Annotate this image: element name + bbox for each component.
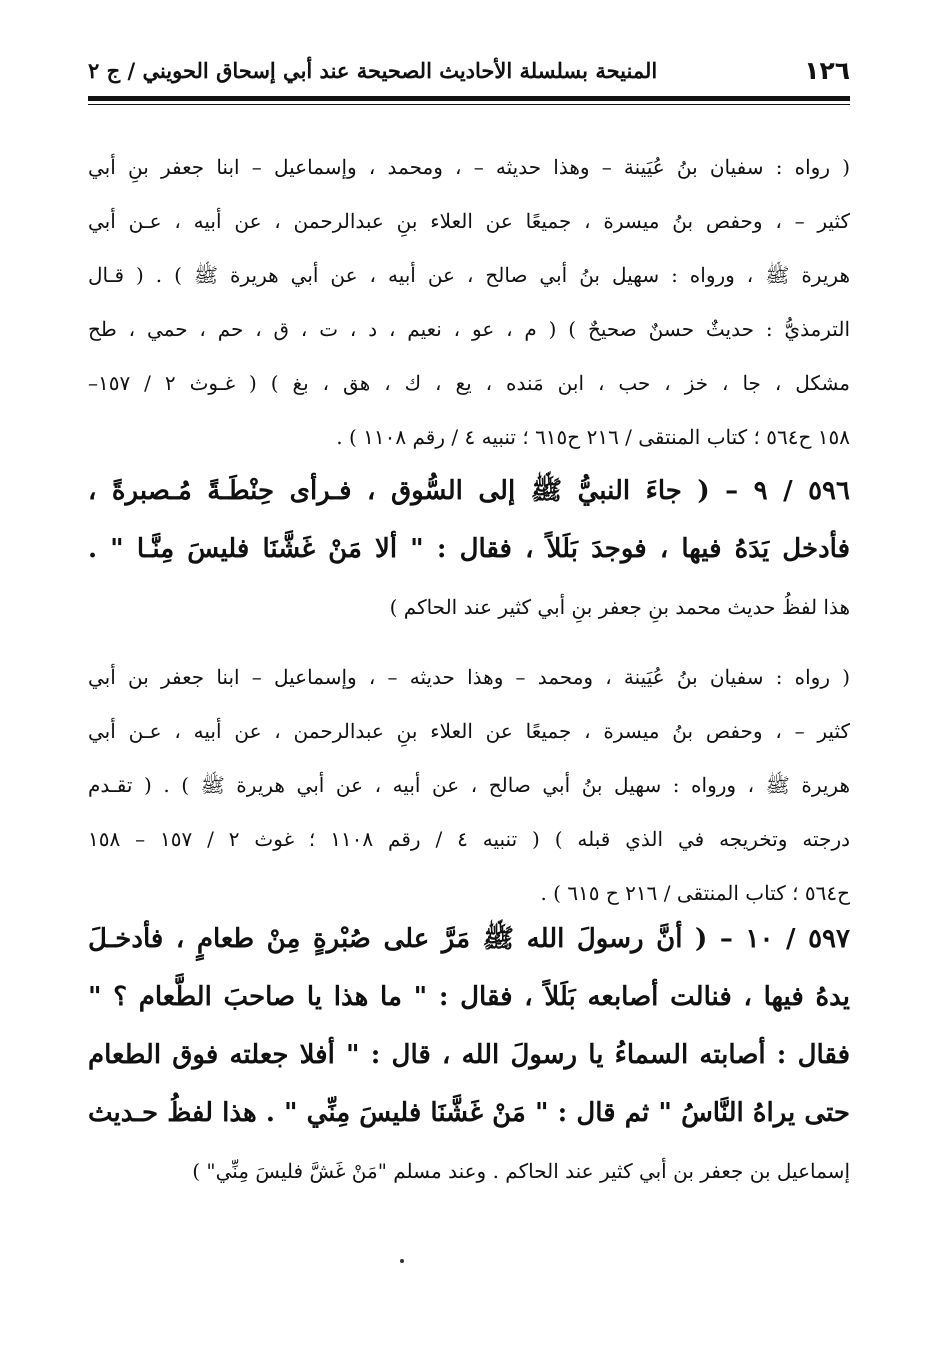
header-rule-thick bbox=[88, 96, 850, 101]
note-line: كثير – ، وحفص بنُ ميسرة ، جميعًا عن العلاء بنِ عبدالرحمن ، عن أبيه ، عـن أبي bbox=[88, 209, 850, 233]
hadith-597 bbox=[88, 910, 850, 1200]
note-line: ١٥٨ ح٥٦٤ ؛ كتاب المنتقى / ٢١٦ ح٦١٥ ؛ تنبيه ٤ / رقم ١١٠٨ ) . bbox=[336, 425, 850, 449]
hadith-line: ٥٩٦ / ٩ – ( جاءَ النبيُّ ﷺ إلى السُّوق ، فـرأى حِنْطَـةً مُـصبرةً ، bbox=[88, 476, 850, 506]
hadith-line: فقال : أصابته السماءُ يا رسولَ الله ، قال : " أفلا جعلته فوق الطعام bbox=[88, 1040, 850, 1070]
running-title: المنيحة بسلسلة الأحاديث الصحيحة عند أبي إسحاق الحويني / ج ٢ bbox=[88, 58, 658, 83]
note-line: هريرة ﷺ ، ورواه : سهيل بنُ أبي صالح ، عن أبيه ، عن أبي هريرة ﷺ ) . ( قـال bbox=[88, 263, 850, 287]
stray-dot bbox=[400, 1259, 404, 1263]
note-line: مشكل ، جا ، خز ، حب ، ابن مَنده ، يع ، ك ، هق ، بغ ) ( غـوث ٢ / ١٥٧– bbox=[88, 371, 850, 395]
note-line: ح٥٦٤ ؛ كتاب المنتقى / ٢١٦ ح ٦١٥ ) . bbox=[540, 881, 850, 905]
note-line: الترمذيُّ : حديثٌ حسنٌ صحيحٌ ) ( م ، عو ، نعيم ، د ، ت ، ق ، حم ، حمي ، طح bbox=[88, 317, 850, 341]
hadith-596 bbox=[88, 462, 850, 636]
hadith-line: حتى يراهُ النَّاسُ " ثم قال : " مَنْ غَشَّنَا فليسَ مِنِّي " . هذا لفظُ حـديث bbox=[88, 1098, 850, 1128]
hadith-line: يدهُ فيها ، فنالت أصابعه بَلَلاً ، فقال : " ما هذا يا صاحبَ الطَّعام ؟ " bbox=[88, 982, 850, 1012]
note-line: ( رواه : سفيان بنُ عُيَينة – وهذا حديثه – ، ومحمد ، وإسماعيل – ابنا جعفر بنِ أبي bbox=[88, 155, 850, 179]
header-rule-thin bbox=[88, 104, 850, 105]
page-number: ١٢٦ bbox=[804, 56, 850, 85]
note-line: درجته وتخريجه في الذي قبله ) ( تنبيه ٤ / رقم ١١٠٨ ؛ غوث ٢ / ١٥٧ – ١٥٨ bbox=[88, 827, 850, 851]
hadith-source-line: هذا لفظُ حديث محمد بنِ جعفر بنِ أبي كثير عند الحاكم ) bbox=[389, 595, 850, 619]
hadith-line: ٥٩٧ / ١٠ – ( أنَّ رسولَ الله ﷺ مَرَّ على صُبْرةٍ مِنْ طعامٍ ، فأدخـلَ bbox=[88, 924, 850, 954]
takhrij-note-2 bbox=[88, 650, 850, 920]
hadith-source-line: إسماعيل بن جعفر بن أبي كثير عند الحاكم . وعند مسلم "مَنْ غَشَّ فليسَ مِنِّي" ) bbox=[192, 1159, 850, 1183]
note-line: هريرة ﷺ ، ورواه : سهيل بنُ أبي صالح ، عن أبيه ، عن أبي هريرة ﷺ ) . ( تقـدم bbox=[88, 773, 850, 797]
takhrij-note-1 bbox=[88, 140, 850, 464]
hadith-line: فأدخل يَدَهُ فيها ، فوجدَ بَلَلاً ، فقال : " ألا مَنْ غَشَّنَا فليسَ مِنَّـا " . bbox=[88, 534, 850, 564]
note-line: ( رواه : سفيان بنُ عُيَينة ، ومحمد – وهذا حديثه – ، وإسماعيل – ابنا جعفر بن أبي bbox=[88, 665, 850, 689]
page-header bbox=[88, 50, 850, 94]
note-line: كثير – ، وحفص بنُ ميسرة ، جميعًا عن العلاء بنِ عبدالرحمن ، عن أبيه ، عـن أبي bbox=[88, 719, 850, 743]
